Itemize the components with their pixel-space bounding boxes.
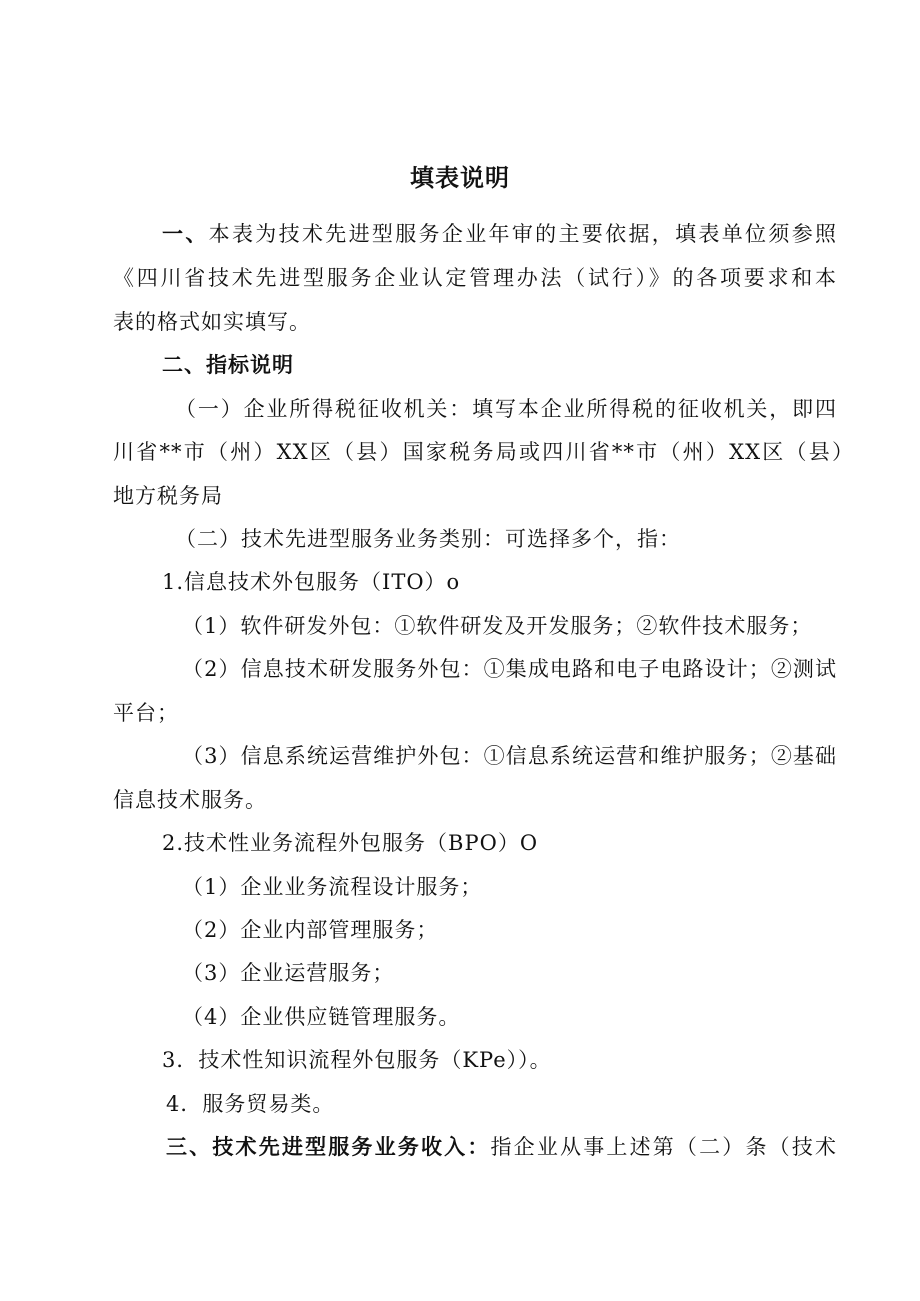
- category-2-heading: 2.技术性业务流程外包服务（BPO）O: [162, 831, 539, 855]
- page-title: 填表说明: [410, 164, 510, 192]
- category-1-heading: 1.信息技术外包服务（ITO）o: [162, 570, 461, 594]
- section-2-para-1-line-3: 地方税务局: [113, 484, 223, 508]
- section-1-line-2: 《四川省技术先进型服务企业认定管理办法（试行）》的各项要求和本: [113, 266, 837, 290]
- section-1-line-3: 表的格式如实填写。: [113, 310, 311, 334]
- category-3: 3．技术性知识流程外包服务（KPe））。: [162, 1048, 552, 1072]
- category-1-item-3-line-2: 信息技术服务。: [113, 788, 267, 812]
- section-1-text-1: 本表为技术先进型服务企业年审的主要依据，填表单位须参照: [208, 222, 838, 246]
- section-3-heading: 三、技术先进型服务业务收入：: [166, 1135, 491, 1159]
- category-2-item-4: （4）企业供应链管理服务。: [182, 1005, 461, 1029]
- category-2-item-2: （2）企业内部管理服务；: [182, 918, 439, 942]
- section-3-text: 指企业从事上述第（二）条（技术: [490, 1135, 837, 1159]
- section-2-para-2: （二）技术先进型服务业务类别：可选择多个，指：: [175, 527, 681, 551]
- section-3-line-1: [166, 1132, 837, 1162]
- section-2-heading: 二、指标说明: [162, 353, 294, 377]
- section-2-para-1-line-1: （一）企业所得税征收机关：填写本企业所得税的征收机关，即四: [175, 397, 837, 421]
- category-2-item-3: （3）企业运营服务；: [182, 961, 395, 985]
- section-1-heading: 一、: [162, 222, 209, 246]
- category-1-item-1: （1）软件研发外包：①软件研发及开发服务；②软件技术服务；: [182, 614, 813, 638]
- category-4: 4．服务贸易类。: [166, 1092, 335, 1116]
- category-1-item-3-line-1: （3）信息系统运营维护外包：①信息系统运营和维护服务；②基础: [182, 744, 837, 768]
- section-2-para-1-line-2: 川省**市（州）XX区（县）国家税务局或四川省**市（州）XX区（县）: [113, 440, 854, 464]
- category-1-item-2-line-2: 平台；: [113, 701, 179, 725]
- section-1-line-1: [162, 219, 837, 249]
- category-2-item-1: （1）企业业务流程设计服务；: [182, 875, 483, 899]
- category-1-item-2-line-1: （2）信息技术研发服务外包：①集成电路和电子电路设计；②测试: [182, 657, 837, 681]
